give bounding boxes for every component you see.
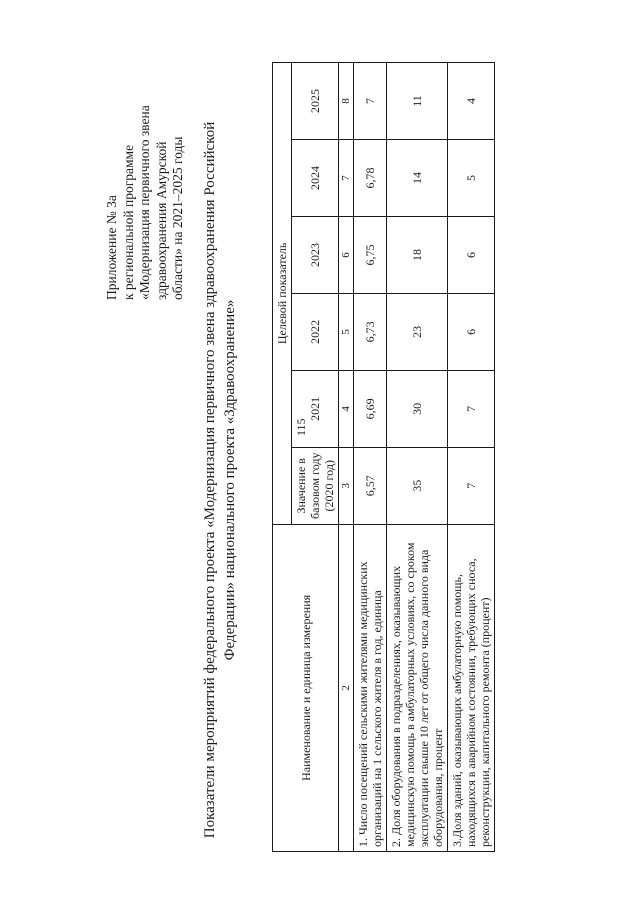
base-year-header: Значение в базовом году (2020 год) bbox=[292, 447, 339, 524]
year-header: 2022 bbox=[292, 293, 339, 370]
indicator-value: 35 bbox=[387, 447, 448, 524]
indicators-table-wrapper bbox=[272, 62, 490, 852]
column-index: 7 bbox=[339, 140, 354, 217]
indicator-value: 30 bbox=[387, 370, 448, 447]
target-indicator-header: Целевой показатель bbox=[273, 63, 292, 525]
indicator-value: 6,73 bbox=[354, 293, 387, 370]
indicator-value: 18 bbox=[387, 216, 448, 293]
appendix-line: Приложение № 3а bbox=[104, 195, 119, 300]
table-row bbox=[448, 63, 495, 852]
document-title bbox=[200, 100, 240, 860]
column-index: 3 bbox=[339, 447, 354, 524]
indicator-value: 4 bbox=[448, 63, 495, 140]
column-index: 6 bbox=[339, 216, 354, 293]
indicator-name: 3.Доля зданий, оказывающих амбулаторную помощь, находящихся в аварийном состоянии, требующих сноса, реконструкции, капитального ремонта (процент) bbox=[448, 524, 495, 851]
year-header: 2021 bbox=[292, 370, 339, 447]
indicators-table bbox=[272, 62, 495, 852]
year-header: 2024 bbox=[292, 140, 339, 217]
title-line: Показатели мероприятий федерального проекта «Модернизация первичного звена здравоохранения Российской bbox=[202, 121, 218, 839]
appendix-line: здравоохранения Амурской bbox=[153, 141, 169, 300]
indicator-value: 6,78 bbox=[354, 140, 387, 217]
indicator-value: 7 bbox=[448, 370, 495, 447]
table-header-row bbox=[273, 63, 292, 852]
indicator-value: 6 bbox=[448, 216, 495, 293]
indicator-name: 1. Число посещений сельскими жителями медицинских организаций на 1 сельского жителя в год, единица bbox=[354, 524, 387, 851]
indicator-name: 2. Доля оборудования в подразделениях, оказывающих медицинскую помощь в амбулаторных условиях, со сроком эксплуатации свыше 10 лет от общего числа данного вида оборудования, процент bbox=[387, 524, 448, 851]
table-row bbox=[387, 63, 448, 852]
appendix-caption bbox=[104, 50, 187, 300]
indicator-value: 7 bbox=[448, 447, 495, 524]
year-header: 2025 bbox=[292, 63, 339, 140]
column-index: 8 bbox=[339, 63, 354, 140]
column-index-row bbox=[339, 63, 354, 852]
table-row bbox=[354, 63, 387, 852]
indicator-value: 14 bbox=[387, 140, 448, 217]
indicator-value: 6,75 bbox=[354, 216, 387, 293]
indicator-value: 11 bbox=[387, 63, 448, 140]
indicator-value: 7 bbox=[354, 63, 387, 140]
appendix-line: области» на 2021–2025 годы bbox=[170, 136, 185, 300]
column-index: 2 bbox=[339, 524, 354, 851]
name-column-header: Наименование и единица измерения bbox=[273, 524, 339, 851]
appendix-line: к региональной программе bbox=[120, 144, 136, 300]
column-index: 5 bbox=[339, 293, 354, 370]
indicator-value: 23 bbox=[387, 293, 448, 370]
indicator-value: 6,69 bbox=[354, 370, 387, 447]
column-index: 4 bbox=[339, 370, 354, 447]
appendix-line: «Модернизация первичного звена bbox=[137, 105, 152, 300]
year-header: 2023 bbox=[292, 216, 339, 293]
indicator-value: 6 bbox=[448, 293, 495, 370]
indicator-value: 5 bbox=[448, 140, 495, 217]
title-line: Федерации» национального проекта «Здравоохранение» bbox=[222, 299, 238, 661]
indicator-value: 6,57 bbox=[354, 447, 387, 524]
page-number: 115 bbox=[294, 418, 308, 436]
